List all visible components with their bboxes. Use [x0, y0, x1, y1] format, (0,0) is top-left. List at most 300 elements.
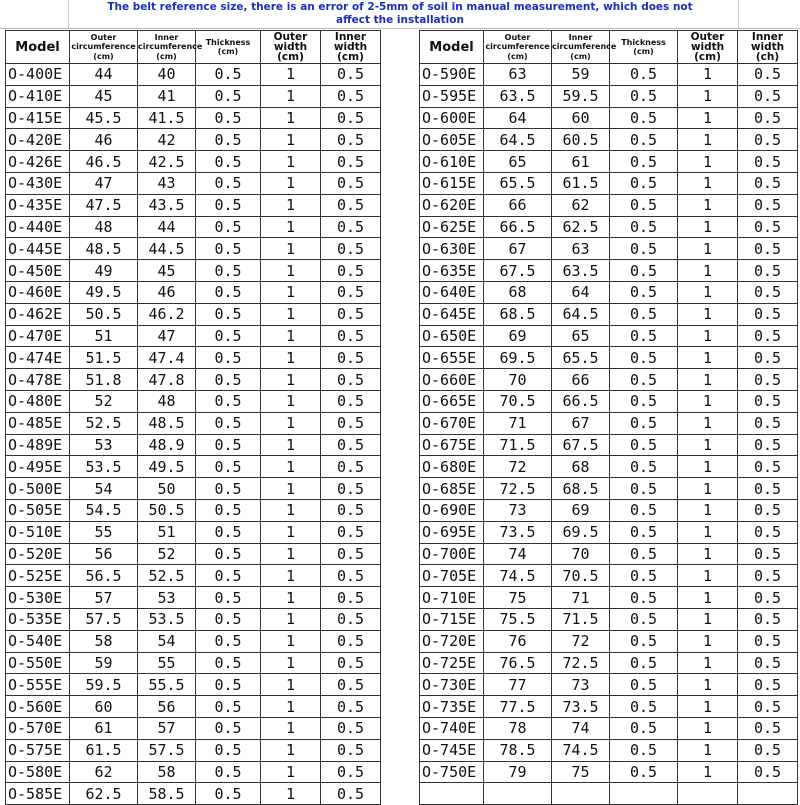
inner-width-cell: 0.5 — [321, 630, 381, 652]
inner-width-cell: 0.5 — [738, 194, 798, 216]
thickness-cell: 0.5 — [610, 64, 678, 86]
inner-width-cell: 0.5 — [738, 238, 798, 260]
table-row-empty — [420, 783, 798, 805]
inner-width-cell: 0.5 — [738, 587, 798, 609]
outer-width-cell: 1 — [678, 85, 738, 107]
outer-width-cell: 1 — [678, 739, 738, 761]
table-row — [420, 85, 798, 107]
model-cell: O-665E — [420, 390, 484, 412]
model-cell: O-725E — [420, 652, 484, 674]
inner-circumference-cell: 70.5 — [552, 565, 610, 587]
inner-width-cell: 0.5 — [738, 652, 798, 674]
outer-width-cell: 1 — [261, 499, 321, 521]
inner-circumference-cell: 62.5 — [552, 216, 610, 238]
table-row — [6, 151, 381, 173]
table-row — [6, 761, 381, 783]
outer-circumference-cell: 47.5 — [70, 194, 138, 216]
empty-cell — [610, 783, 678, 805]
table-row — [6, 194, 381, 216]
outer-width-cell: 1 — [678, 347, 738, 369]
thickness-cell: 0.5 — [610, 172, 678, 194]
inner-width-cell: 0.5 — [738, 674, 798, 696]
inner-width-cell: 0.5 — [321, 543, 381, 565]
inner-circumference-cell: 53 — [138, 587, 196, 609]
empty-cell — [678, 783, 738, 805]
inner-width-cell: 0.5 — [321, 478, 381, 500]
thickness-cell: 0.5 — [610, 325, 678, 347]
table-row — [420, 761, 798, 783]
outer-width-cell: 1 — [261, 456, 321, 478]
outer-circumference-cell: 65 — [484, 151, 552, 173]
outer-width-cell: 1 — [261, 194, 321, 216]
inner-circumference-cell: 75 — [552, 761, 610, 783]
thickness-cell: 0.5 — [196, 739, 261, 761]
outer-circumference-cell: 53 — [70, 434, 138, 456]
model-cell: O-745E — [420, 739, 484, 761]
outer-width-cell: 1 — [261, 325, 321, 347]
table-row — [6, 565, 381, 587]
outer-width-cell: 1 — [678, 172, 738, 194]
table-row — [420, 129, 798, 151]
thickness-cell: 0.5 — [610, 499, 678, 521]
model-cell: O-445E — [6, 238, 70, 260]
outer-circumference-cell: 51.5 — [70, 347, 138, 369]
table-row — [6, 325, 381, 347]
inner-circumference-cell: 61 — [552, 151, 610, 173]
outer-width-cell: 1 — [261, 543, 321, 565]
model-cell: O-650E — [420, 325, 484, 347]
thickness-cell: 0.5 — [610, 260, 678, 282]
outer-width-cell: 1 — [261, 565, 321, 587]
model-cell: O-630E — [420, 238, 484, 260]
outer-circumference-cell: 71 — [484, 412, 552, 434]
thickness-cell: 0.5 — [610, 717, 678, 739]
thickness-cell: 0.5 — [196, 608, 261, 630]
inner-width-cell: 0.5 — [321, 325, 381, 347]
outer-circumference-cell: 76.5 — [484, 652, 552, 674]
outer-width-cell: 1 — [261, 717, 321, 739]
inner-width-cell: 0.5 — [321, 696, 381, 718]
thickness-cell: 0.5 — [196, 717, 261, 739]
model-cell: O-415E — [6, 107, 70, 129]
inner-width-cell: 0.5 — [321, 761, 381, 783]
inner-circumference-cell: 49.5 — [138, 456, 196, 478]
model-cell: O-525E — [6, 565, 70, 587]
table-row — [6, 783, 381, 805]
table-row — [6, 107, 381, 129]
model-cell: O-625E — [420, 216, 484, 238]
table-row — [420, 260, 798, 282]
model-cell: O-740E — [420, 717, 484, 739]
thickness-cell: 0.5 — [610, 369, 678, 391]
thickness-cell: 0.5 — [196, 172, 261, 194]
inner-circumference-cell: 61.5 — [552, 172, 610, 194]
table-row — [6, 238, 381, 260]
outer-width-cell: 1 — [678, 587, 738, 609]
thickness-cell: 0.5 — [610, 456, 678, 478]
col-inner-circumference-header: Inner circumference (cm) — [138, 31, 196, 64]
model-cell: O-478E — [6, 369, 70, 391]
inner-circumference-cell: 63.5 — [552, 260, 610, 282]
outer-width-cell: 1 — [261, 652, 321, 674]
thickness-cell: 0.5 — [610, 303, 678, 325]
thickness-cell: 0.5 — [196, 194, 261, 216]
outer-circumference-cell: 56 — [70, 543, 138, 565]
inner-circumference-cell: 47 — [138, 325, 196, 347]
outer-circumference-cell: 65.5 — [484, 172, 552, 194]
thickness-cell: 0.5 — [196, 674, 261, 696]
outer-width-cell: 1 — [678, 194, 738, 216]
inner-circumference-cell: 48 — [138, 390, 196, 412]
model-cell: O-620E — [420, 194, 484, 216]
table-header-row — [6, 31, 381, 64]
inner-circumference-cell: 65.5 — [552, 347, 610, 369]
outer-width-cell: 1 — [261, 216, 321, 238]
table-row — [420, 325, 798, 347]
outer-circumference-cell: 78 — [484, 717, 552, 739]
table-row — [6, 369, 381, 391]
inner-circumference-cell: 55 — [138, 652, 196, 674]
col-outer-width-header: Outer width (cm) — [678, 31, 738, 64]
outer-width-cell: 1 — [261, 129, 321, 151]
outer-width-cell: 1 — [261, 674, 321, 696]
banner-note: The belt reference size, there is an error of 2-5mm of soil in manual measurement, which does not affect the installation — [107, 1, 693, 26]
thickness-cell: 0.5 — [610, 238, 678, 260]
outer-width-cell: 1 — [678, 303, 738, 325]
outer-width-cell: 1 — [261, 303, 321, 325]
inner-width-cell: 0.5 — [321, 652, 381, 674]
table-row — [420, 587, 798, 609]
thickness-cell: 0.5 — [196, 369, 261, 391]
thickness-cell: 0.5 — [610, 281, 678, 303]
outer-width-cell: 1 — [678, 499, 738, 521]
inner-circumference-cell: 68.5 — [552, 478, 610, 500]
table-row — [6, 347, 381, 369]
inner-width-cell: 0.5 — [738, 499, 798, 521]
table-row — [420, 456, 798, 478]
outer-circumference-cell: 78.5 — [484, 739, 552, 761]
outer-width-cell: 1 — [261, 521, 321, 543]
thickness-cell: 0.5 — [196, 543, 261, 565]
outer-width-cell: 1 — [678, 412, 738, 434]
thickness-cell: 0.5 — [610, 478, 678, 500]
model-cell: O-435E — [6, 194, 70, 216]
col-inner-width-header: Inner width (cm) — [321, 31, 381, 64]
inner-width-cell: 0.5 — [738, 630, 798, 652]
outer-circumference-cell: 60 — [70, 696, 138, 718]
outer-circumference-cell: 59.5 — [70, 674, 138, 696]
model-cell: O-426E — [6, 151, 70, 173]
inner-width-cell: 0.5 — [321, 64, 381, 86]
outer-circumference-cell: 51.8 — [70, 369, 138, 391]
table-row — [6, 739, 381, 761]
inner-width-cell: 0.5 — [321, 369, 381, 391]
model-cell: O-580E — [6, 761, 70, 783]
inner-circumference-cell: 67 — [552, 412, 610, 434]
col-inner-circumference-header: Inner circumference (cm) — [552, 31, 610, 64]
model-cell: O-410E — [6, 85, 70, 107]
table-row — [6, 674, 381, 696]
thickness-cell: 0.5 — [196, 151, 261, 173]
inner-width-cell: 0.5 — [738, 543, 798, 565]
table-row — [420, 281, 798, 303]
outer-width-cell: 1 — [261, 107, 321, 129]
inner-width-cell: 0.5 — [738, 325, 798, 347]
outer-width-cell: 1 — [678, 151, 738, 173]
outer-width-cell: 1 — [678, 129, 738, 151]
inner-width-cell: 0.5 — [738, 434, 798, 456]
outer-circumference-cell: 64.5 — [484, 129, 552, 151]
inner-width-cell: 0.5 — [321, 783, 381, 805]
inner-width-cell: 0.5 — [321, 281, 381, 303]
model-cell: O-705E — [420, 565, 484, 587]
table-row — [6, 216, 381, 238]
inner-width-cell: 0.5 — [738, 456, 798, 478]
model-cell: O-530E — [6, 587, 70, 609]
model-cell: O-510E — [6, 521, 70, 543]
table-row — [420, 543, 798, 565]
table-row — [420, 151, 798, 173]
col-thickness-header: Thickness (cm) — [196, 31, 261, 64]
outer-width-cell: 1 — [678, 630, 738, 652]
thickness-cell: 0.5 — [610, 216, 678, 238]
table-row — [6, 390, 381, 412]
model-cell: O-450E — [6, 260, 70, 282]
inner-circumference-cell: 53.5 — [138, 608, 196, 630]
outer-circumference-cell: 52 — [70, 390, 138, 412]
inner-circumference-cell: 41.5 — [138, 107, 196, 129]
inner-circumference-cell: 64 — [552, 281, 610, 303]
table-row — [420, 64, 798, 86]
outer-width-cell: 1 — [261, 478, 321, 500]
table-row — [420, 172, 798, 194]
outer-circumference-cell: 45 — [70, 85, 138, 107]
outer-width-cell: 1 — [678, 674, 738, 696]
inner-circumference-cell: 58 — [138, 761, 196, 783]
outer-width-cell: 1 — [678, 608, 738, 630]
inner-circumference-cell: 69.5 — [552, 521, 610, 543]
col-model-header: Model — [420, 31, 484, 64]
inner-width-cell: 0.5 — [321, 412, 381, 434]
model-cell: O-520E — [6, 543, 70, 565]
inner-width-cell: 0.5 — [321, 194, 381, 216]
inner-width-cell: 0.5 — [321, 434, 381, 456]
inner-width-cell: 0.5 — [738, 303, 798, 325]
thickness-cell: 0.5 — [196, 216, 261, 238]
inner-width-cell: 0.5 — [738, 64, 798, 86]
model-cell: O-655E — [420, 347, 484, 369]
col-model-header: Model — [6, 31, 70, 64]
table-row — [6, 696, 381, 718]
outer-circumference-cell: 75.5 — [484, 608, 552, 630]
outer-width-cell: 1 — [678, 478, 738, 500]
inner-width-cell: 0.5 — [738, 85, 798, 107]
outer-width-cell: 1 — [261, 696, 321, 718]
inner-width-cell: 0.5 — [321, 717, 381, 739]
outer-width-cell: 1 — [678, 565, 738, 587]
inner-width-cell: 0.5 — [321, 499, 381, 521]
thickness-cell: 0.5 — [196, 434, 261, 456]
model-cell: O-555E — [6, 674, 70, 696]
outer-circumference-cell: 61.5 — [70, 739, 138, 761]
outer-width-cell: 1 — [261, 739, 321, 761]
outer-circumference-cell: 62.5 — [70, 783, 138, 805]
table-row — [420, 717, 798, 739]
model-cell: O-750E — [420, 761, 484, 783]
model-cell: O-485E — [6, 412, 70, 434]
inner-circumference-cell: 71 — [552, 587, 610, 609]
inner-circumference-cell: 45 — [138, 260, 196, 282]
outer-circumference-cell: 55 — [70, 521, 138, 543]
thickness-cell: 0.5 — [610, 674, 678, 696]
col-inner-width-header: Inner width (ch) — [738, 31, 798, 64]
outer-circumference-cell: 49.5 — [70, 281, 138, 303]
table-row — [6, 478, 381, 500]
inner-circumference-cell: 50 — [138, 478, 196, 500]
inner-circumference-cell: 74 — [552, 717, 610, 739]
inner-width-cell: 0.5 — [321, 456, 381, 478]
table-row — [6, 64, 381, 86]
inner-width-cell: 0.5 — [738, 565, 798, 587]
inner-circumference-cell: 52 — [138, 543, 196, 565]
outer-circumference-cell: 68 — [484, 281, 552, 303]
model-cell: O-489E — [6, 434, 70, 456]
thickness-cell: 0.5 — [610, 543, 678, 565]
table-row — [420, 521, 798, 543]
model-cell: O-420E — [6, 129, 70, 151]
inner-circumference-cell: 63 — [552, 238, 610, 260]
model-cell: O-730E — [420, 674, 484, 696]
thickness-cell: 0.5 — [196, 587, 261, 609]
inner-width-cell: 0.5 — [738, 216, 798, 238]
model-cell: O-720E — [420, 630, 484, 652]
outer-circumference-cell: 54 — [70, 478, 138, 500]
empty-cell — [420, 783, 484, 805]
outer-width-cell: 1 — [261, 761, 321, 783]
model-cell: O-605E — [420, 129, 484, 151]
inner-circumference-cell: 69 — [552, 499, 610, 521]
outer-circumference-cell: 47 — [70, 172, 138, 194]
outer-circumference-cell: 75 — [484, 587, 552, 609]
outer-width-cell: 1 — [261, 260, 321, 282]
outer-circumference-cell: 66.5 — [484, 216, 552, 238]
outer-circumference-cell: 50.5 — [70, 303, 138, 325]
outer-width-cell: 1 — [678, 64, 738, 86]
inner-width-cell: 0.5 — [321, 151, 381, 173]
size-table-left — [5, 30, 381, 805]
model-cell: O-540E — [6, 630, 70, 652]
thickness-cell: 0.5 — [196, 783, 261, 805]
thickness-cell: 0.5 — [610, 565, 678, 587]
thickness-cell: 0.5 — [196, 696, 261, 718]
table-row — [6, 260, 381, 282]
thickness-cell: 0.5 — [610, 129, 678, 151]
outer-width-cell: 1 — [261, 172, 321, 194]
outer-width-cell: 1 — [261, 608, 321, 630]
header-banner — [0, 0, 800, 29]
col-thickness-header: Thickness (cm) — [610, 31, 678, 64]
outer-circumference-cell: 57.5 — [70, 608, 138, 630]
table-row — [420, 390, 798, 412]
thickness-cell: 0.5 — [610, 434, 678, 456]
model-cell: O-600E — [420, 107, 484, 129]
inner-circumference-cell: 41 — [138, 85, 196, 107]
outer-width-cell: 1 — [678, 216, 738, 238]
thickness-cell: 0.5 — [610, 107, 678, 129]
model-cell: O-500E — [6, 478, 70, 500]
empty-cell — [552, 783, 610, 805]
thickness-cell: 0.5 — [196, 456, 261, 478]
inner-width-cell: 0.5 — [321, 129, 381, 151]
inner-circumference-cell: 72.5 — [552, 652, 610, 674]
model-cell: O-505E — [6, 499, 70, 521]
outer-width-cell: 1 — [678, 434, 738, 456]
table-row — [420, 369, 798, 391]
inner-width-cell: 0.5 — [321, 172, 381, 194]
outer-circumference-cell: 73 — [484, 499, 552, 521]
thickness-cell: 0.5 — [610, 696, 678, 718]
thickness-cell: 0.5 — [610, 761, 678, 783]
inner-circumference-cell: 42.5 — [138, 151, 196, 173]
thickness-cell: 0.5 — [610, 390, 678, 412]
table-row — [420, 674, 798, 696]
model-cell: O-715E — [420, 608, 484, 630]
model-cell: O-550E — [6, 652, 70, 674]
outer-width-cell: 1 — [261, 434, 321, 456]
model-cell: O-590E — [420, 64, 484, 86]
table-header-row — [420, 31, 798, 64]
thickness-cell: 0.5 — [196, 761, 261, 783]
table-row — [6, 587, 381, 609]
outer-width-cell: 1 — [678, 456, 738, 478]
model-cell: O-710E — [420, 587, 484, 609]
outer-width-cell: 1 — [678, 107, 738, 129]
table-row — [6, 172, 381, 194]
table-row — [6, 499, 381, 521]
table-row — [420, 194, 798, 216]
outer-width-cell: 1 — [261, 412, 321, 434]
inner-circumference-cell: 59 — [552, 64, 610, 86]
outer-width-cell: 1 — [261, 151, 321, 173]
outer-width-cell: 1 — [678, 369, 738, 391]
outer-circumference-cell: 63.5 — [484, 85, 552, 107]
inner-circumference-cell: 57 — [138, 717, 196, 739]
table-row — [6, 281, 381, 303]
inner-width-cell: 0.5 — [738, 696, 798, 718]
inner-circumference-cell: 57.5 — [138, 739, 196, 761]
outer-circumference-cell: 48.5 — [70, 238, 138, 260]
size-table-right — [419, 30, 798, 805]
thickness-cell: 0.5 — [610, 652, 678, 674]
table-row — [6, 717, 381, 739]
model-cell: O-685E — [420, 478, 484, 500]
outer-circumference-cell: 70 — [484, 369, 552, 391]
inner-circumference-cell: 59.5 — [552, 85, 610, 107]
inner-circumference-cell: 40 — [138, 64, 196, 86]
inner-circumference-cell: 74.5 — [552, 739, 610, 761]
inner-width-cell: 0.5 — [738, 129, 798, 151]
thickness-cell: 0.5 — [196, 347, 261, 369]
table-row — [420, 238, 798, 260]
table-row — [420, 303, 798, 325]
model-cell: O-695E — [420, 521, 484, 543]
thickness-cell: 0.5 — [196, 129, 261, 151]
inner-circumference-cell: 47.8 — [138, 369, 196, 391]
inner-width-cell: 0.5 — [738, 717, 798, 739]
model-cell: O-400E — [6, 64, 70, 86]
model-cell: O-462E — [6, 303, 70, 325]
table-row — [420, 107, 798, 129]
